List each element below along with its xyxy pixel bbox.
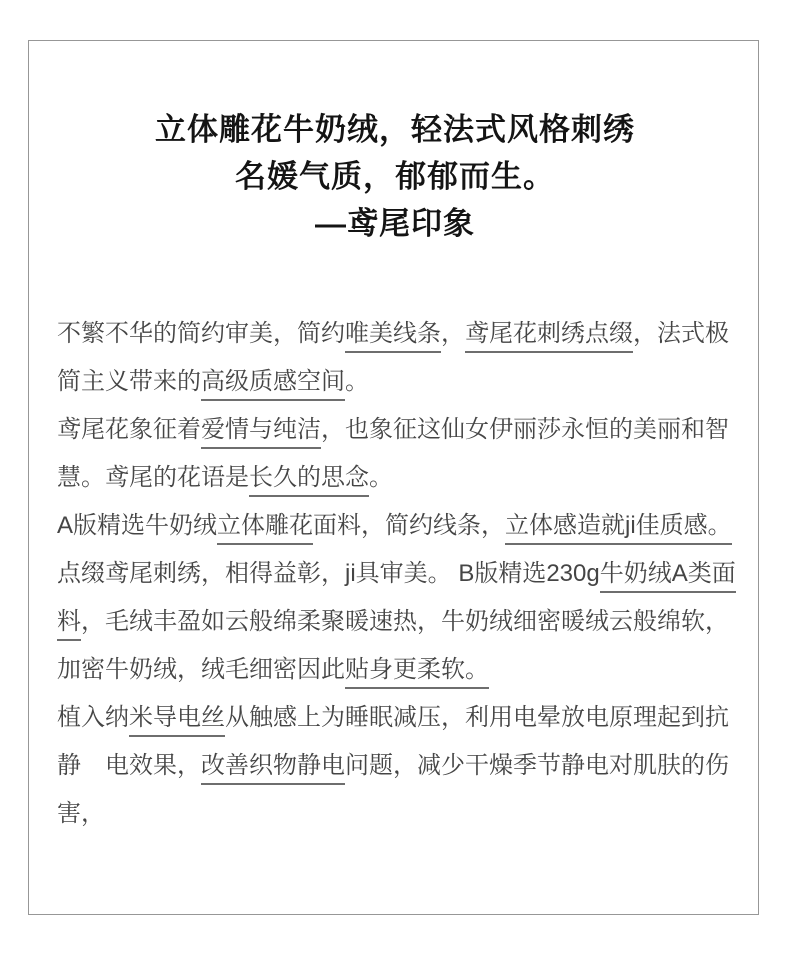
text-segment: 简主义带来的 <box>57 368 201 395</box>
text-line <box>57 550 752 598</box>
text-segment: ，毛绒丰盈如云般绵柔聚暖速热，牛奶绒细密暖绒云般绵软， <box>81 608 729 635</box>
text-segment: ，也象征这仙女伊丽莎永恒的美丽和智 <box>321 416 729 443</box>
title-block <box>0 106 790 247</box>
title-line-1: 立体雕花牛奶绒，轻法式风格刺绣 <box>155 112 635 147</box>
text-segment: ， <box>441 320 465 347</box>
text-segment: 不繁不华的简约审美，简约 <box>57 320 345 347</box>
text-segment: 。 <box>369 464 393 491</box>
title-line-2: 名媛气质，郁郁而生。 <box>235 159 555 194</box>
underlined-phrase: 鸢尾花刺绣点缀 <box>465 320 633 353</box>
underlined-phrase: 长久的思念 <box>249 464 369 497</box>
underlined-phrase: 立体感造就ji佳质感。 <box>505 512 732 545</box>
paragraph <box>57 310 752 406</box>
text-segment: ，法式极 <box>633 320 729 347</box>
text-line <box>57 598 752 646</box>
underlined-phrase: 改善织物静电 <box>201 752 345 785</box>
text-segment: 静 电效果， <box>57 752 201 779</box>
text-line <box>57 646 752 694</box>
text-line <box>57 742 752 790</box>
underlined-phrase: 贴身更柔软。 <box>345 656 489 689</box>
underlined-phrase: 料 <box>57 608 81 641</box>
paragraph <box>57 694 752 838</box>
text-line <box>57 454 752 502</box>
underlined-phrase: 唯美线条 <box>345 320 441 353</box>
text-segment: 。 <box>345 368 369 395</box>
text-segment: 从触感上为睡眠减压，利用电晕放电原理起到抗 <box>225 704 729 731</box>
title-line-3: —鸢尾印象 <box>315 206 475 241</box>
text-line <box>57 406 752 454</box>
underlined-phrase: 高级质感空间 <box>201 368 345 401</box>
text-segment: 慧。鸢尾的花语是 <box>57 464 249 491</box>
underlined-phrase: 米导电丝 <box>129 704 225 737</box>
text-segment: A版精选牛奶绒 <box>57 512 218 539</box>
body-text <box>57 310 752 838</box>
text-segment: 面料，简约线条， <box>313 512 506 539</box>
text-line <box>57 310 752 358</box>
text-segment: 问题，减少干燥季节静电对肌肤的伤 <box>345 752 729 779</box>
text-segment: 植入纳 <box>57 704 129 731</box>
text-segment: 加密牛奶绒，绒毛细密因此 <box>57 656 345 683</box>
paragraph <box>57 406 752 502</box>
underlined-phrase: 爱情与纯洁 <box>201 416 321 449</box>
underlined-phrase: 立体雕花 <box>217 512 313 545</box>
text-line <box>57 502 752 550</box>
text-segment: 鸢尾花象征着 <box>57 416 201 443</box>
text-line <box>57 358 752 406</box>
text-segment: 害， <box>57 800 105 827</box>
underlined-phrase: 牛奶绒A类面 <box>600 560 736 593</box>
text-line <box>57 790 752 838</box>
text-segment: 点缀鸢尾刺绣，相得益彰，ji具审美。 B版精选230g <box>57 560 600 587</box>
text-line <box>57 694 752 742</box>
paragraph <box>57 502 752 694</box>
